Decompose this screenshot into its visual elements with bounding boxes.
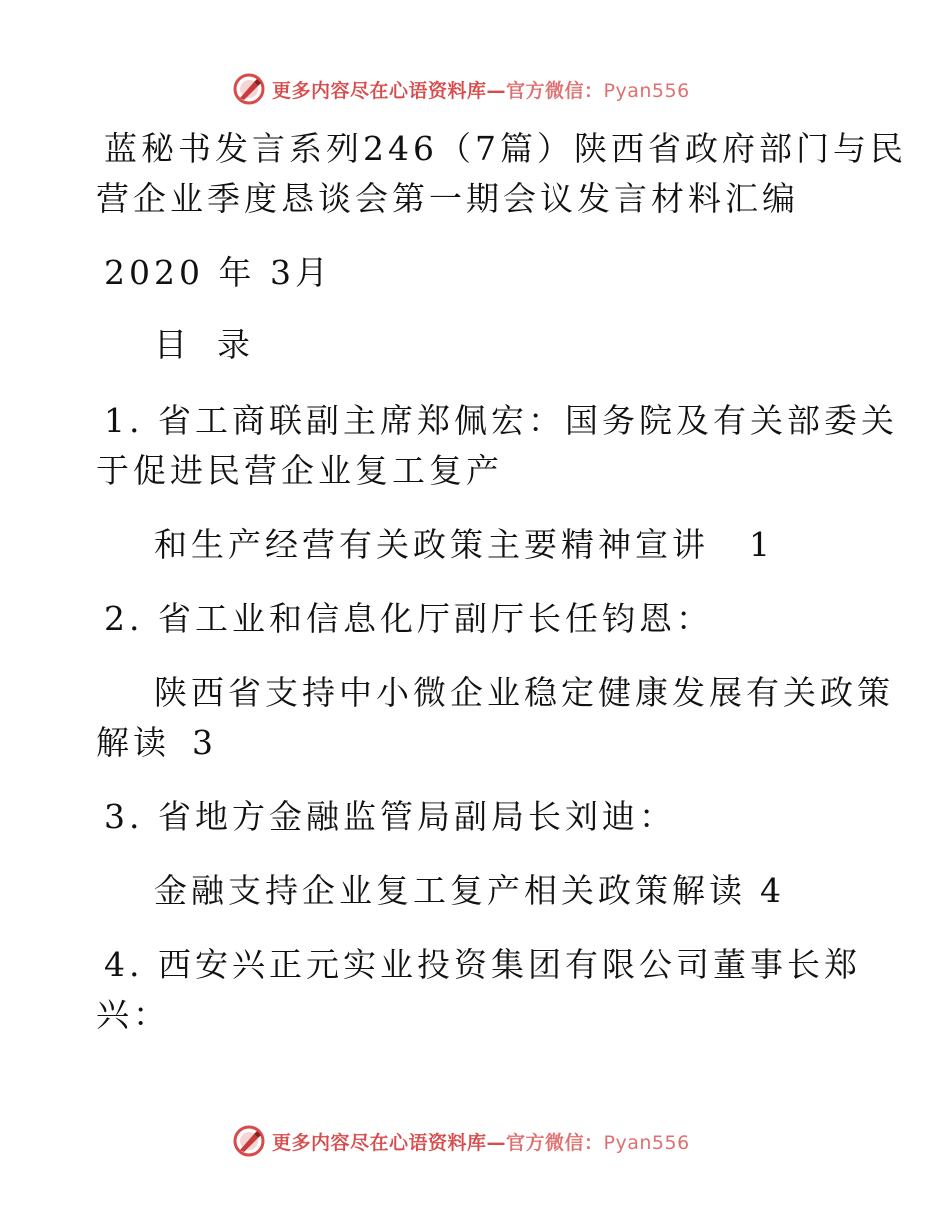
toc-item-1-page: 1 (749, 525, 774, 564)
toc-title-char-1: 目 (154, 325, 191, 364)
toc-item-3-page: 4 (760, 871, 785, 910)
toc-item-4-line-2: 兴： (96, 995, 170, 1034)
toc-item-1-line-2: 于促进民营企业复工复产 (96, 451, 503, 490)
watermark-separator: — (486, 1131, 507, 1154)
toc-item-2-sub-text: 解读 (96, 723, 170, 762)
watermark-main: 更多内容尽在心语资料库 (272, 1131, 487, 1154)
document-title-line-2: 营企业季度恳谈会第一期会议发言材料汇编 (96, 179, 799, 218)
toc-title (96, 320, 842, 370)
toc-item-2-line-1: 2. 省工业和信息化厅副厅长任钧恩： (104, 599, 713, 638)
pen-nib-logo-icon (232, 1124, 266, 1158)
watermark-wechat-label: 官方微信： (506, 79, 604, 102)
toc-item-3-line-1: 3. 省地方金融监管局副局长刘迪： (104, 797, 676, 836)
watermark-wechat-id: Pyan556 (603, 1131, 690, 1154)
watermark-text (272, 76, 690, 103)
pen-nib-logo-icon (232, 72, 266, 106)
document-date: 2020 年 3月 (104, 253, 332, 292)
toc-item-1-sub-text: 和生产经营有关政策主要精神宣讲 (154, 525, 709, 564)
toc-item-4-line-1: 4. 西安兴正元实业投资集团有限公司董事长郑 (104, 945, 861, 984)
toc-item-2-page: 3 (192, 723, 217, 762)
header-watermark (232, 72, 690, 106)
document-title-line-1: 蓝秘书发言系列246（7篇）陕西省政府部门与民 (104, 129, 907, 168)
toc-title-char-2: 录 (217, 325, 254, 364)
toc-item-3-sub (96, 866, 842, 916)
toc-item-3-sub-text: 金融支持企业复工复产相关政策解读 (154, 871, 746, 910)
toc-item-1-sub (96, 520, 842, 570)
watermark-wechat-label: 官方微信： (506, 1131, 604, 1154)
watermark-text (272, 1128, 690, 1155)
watermark-separator: — (486, 79, 507, 102)
toc-item-2-sub-line-2 (96, 718, 842, 768)
watermark-main: 更多内容尽在心语资料库 (272, 79, 487, 102)
toc-item-1-line-1: 1. 省工商联副主席郑佩宏：国务院及有关部委关 (104, 401, 898, 440)
toc-item-2-sub-line-1: 陕西省支持中小微企业稳定健康发展有关政策 (154, 673, 894, 712)
footer-watermark (232, 1124, 690, 1158)
watermark-wechat-id: Pyan556 (603, 79, 690, 102)
document-body (96, 124, 907, 1040)
